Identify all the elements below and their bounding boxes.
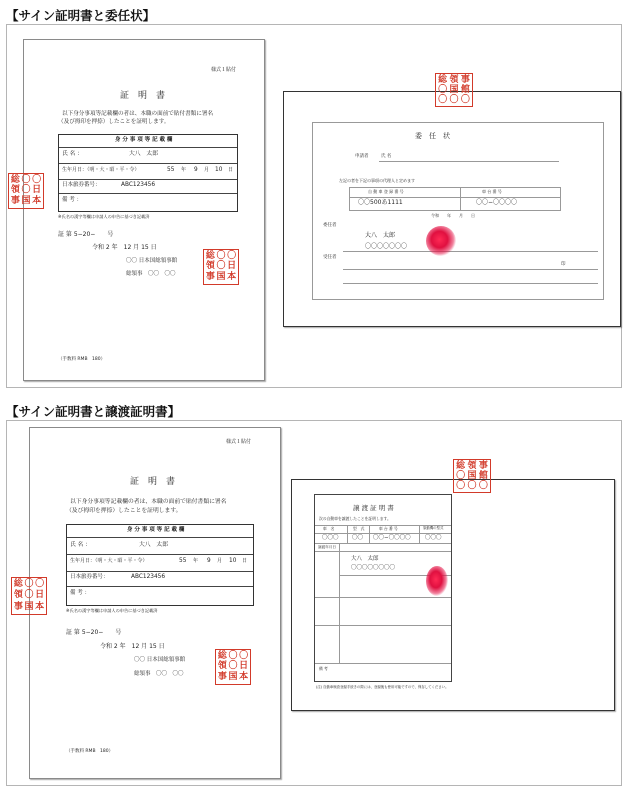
vehicle-value: 〇〇500あ1111 xyxy=(358,199,403,206)
embassy-name: 〇〇 日本国総領事館 xyxy=(126,258,178,264)
certificate-body-1: 以下身分事項等記載欄の者は、本職の面前で貼付書類に署名 xyxy=(70,499,227,505)
principal-label: 委任者 xyxy=(323,223,337,228)
col-chassis: 車 台 番 号 xyxy=(379,526,398,531)
chassis-value: 〇〇−〇〇〇〇 xyxy=(476,199,518,206)
consular-seal-stamp: 総 〇 〇 領 〇 日 事 国 本 xyxy=(11,577,47,615)
table-header: 身 分 事 項 等 記 載 欄 xyxy=(127,527,185,533)
dob-year-unit: 年 xyxy=(193,558,199,564)
dob-day-unit: 日 xyxy=(242,558,248,564)
col-model: 型 式 xyxy=(353,526,365,531)
certificate-heading: 証 明 書 xyxy=(130,477,176,487)
val-model: 〇〇 xyxy=(352,535,364,541)
certificate-document xyxy=(29,427,281,779)
vehicle-label: 自 動 車 登 録 番 号 xyxy=(368,189,404,194)
consul-name: 総領事 〇〇 〇〇 xyxy=(134,671,184,677)
transferor-name: 大八 太郎 xyxy=(351,556,379,562)
identity-table xyxy=(58,134,238,212)
remarks-label: 備 考 ： xyxy=(70,590,90,596)
consular-seal-stamp: 総 〇 〇 領 〇 日 事 国 本 xyxy=(203,249,239,285)
chassis-label: 車 台 番 号 xyxy=(482,189,502,194)
consular-seal-stamp: 総 領 事 〇 国 館 〇 〇 〇 xyxy=(435,73,473,107)
name-label: 氏 名 ： xyxy=(62,151,84,157)
dob-label: 生年月日：（明・大・昭・平・令） xyxy=(70,558,148,564)
val-chassis: 〇〇−〇〇〇〇 xyxy=(373,535,411,541)
transferor-address: 〇〇〇〇〇〇〇〇 xyxy=(351,565,396,571)
vehicle-info-box xyxy=(349,187,561,211)
thumbprint xyxy=(426,226,456,256)
thumbprint xyxy=(426,566,448,596)
poa-date: 令和 年 月 日 xyxy=(431,213,475,218)
certificate-note: ※氏名の漢字等欄は申請人の申告に基づき記載済 xyxy=(58,214,150,219)
principal-address: 〇〇〇〇〇〇〇 xyxy=(365,243,408,250)
passport-label: 日本旅券番号： xyxy=(70,574,109,580)
dob-day: 10 xyxy=(215,167,223,173)
dob-month: 9 xyxy=(207,558,211,564)
dob-label: 生年月日：（明・大・昭・平・令） xyxy=(62,167,140,173)
certificate-body-1: 以下身分事項等記載欄の者は、本職の面前で貼付書類に署名 xyxy=(62,111,214,117)
table-header: 身 分 事 項 等 記 載 欄 xyxy=(115,137,173,143)
dob-day-unit: 日 xyxy=(228,167,234,173)
transfer-date-label: 譲渡年月日 xyxy=(318,545,336,549)
dob-year-unit: 年 xyxy=(181,167,187,173)
consular-seal-stamp: 総 領 事 〇 国 館 〇 〇 〇 xyxy=(453,459,491,493)
passport-value: ABC123456 xyxy=(131,574,166,580)
certificate-date: 令和 2 年 12 月 15 日 xyxy=(100,643,165,650)
form-number: 様式１貼付 xyxy=(226,439,252,445)
power-of-attorney-document xyxy=(283,91,621,327)
certificate-number: 証 第 5−20− 号 xyxy=(58,231,114,238)
transfer-remarks: 備 考 xyxy=(319,666,328,671)
principal-name: 大八 太郎 xyxy=(365,232,396,239)
panel-1 xyxy=(6,24,622,388)
name-value: 大八 太郎 xyxy=(129,151,158,157)
poa-form xyxy=(312,122,604,300)
transfer-subtitle: 次の自動車を譲渡したことを証明します。 xyxy=(319,516,391,521)
panel-2 xyxy=(6,420,622,786)
consul-name: 総領事 〇〇 〇〇 xyxy=(126,271,176,277)
name-value: 大八 太郎 xyxy=(139,542,168,548)
poa-name-field: 氏 名 xyxy=(381,154,392,159)
seal-label: 印 xyxy=(561,262,566,267)
section-title-1: 【サイン証明書と委任状】 xyxy=(6,8,156,23)
col-engine: 原動機の型式 xyxy=(423,526,444,530)
col-car-name: 車 名 xyxy=(323,526,335,531)
dob-day: 10 xyxy=(229,558,237,564)
val-engine: 〇〇〇 xyxy=(425,535,442,541)
dob-month: 9 xyxy=(194,167,198,173)
certificate-body-2: （及び拇印を押捺）したことを証明します。 xyxy=(58,119,170,125)
certificate-footer: （手数料 RMB 180） xyxy=(66,749,114,754)
poa-reason: 左記の者を下記の事項の代理人と定めます xyxy=(339,178,415,183)
dob-month-unit: 月 xyxy=(217,558,223,564)
consular-seal-stamp: 総 〇 〇 領 〇 日 事 国 本 xyxy=(215,649,251,685)
passport-value: ABC123456 xyxy=(121,182,156,188)
val-car-name: 〇〇〇 xyxy=(322,535,339,541)
dob-month-unit: 月 xyxy=(204,167,210,173)
certificate-date: 令和 2 年 12 月 15 日 xyxy=(92,244,157,251)
embassy-name: 〇〇 日本国総領事館 xyxy=(134,657,186,663)
section-title-2: 【サイン証明書と譲渡証明書】 xyxy=(6,404,181,419)
transfer-footer: (注) 自動車検査登録手続きの際には、登録後も使用可能ですので、保存してください。 xyxy=(316,685,449,689)
poa-applicant-label: 申請者 xyxy=(355,154,369,159)
agent-label: 受任者 xyxy=(323,255,337,260)
certificate-number: 証 第 5−20− 号 xyxy=(66,629,122,636)
passport-label: 日本旅券番号： xyxy=(62,182,101,188)
transfer-certificate-document xyxy=(291,479,615,711)
certificate-body-2: （及び拇印を押捺）したことを証明します。 xyxy=(66,508,182,514)
certificate-note: ※氏名の漢字等欄は申請人の申告に基づき記載済 xyxy=(66,608,158,613)
poa-heading: 委 任 状 xyxy=(415,132,450,140)
name-label: 氏 名 ： xyxy=(70,542,92,548)
dob-year: 55 xyxy=(167,167,175,173)
form-number: 様式１貼付 xyxy=(211,67,237,73)
identity-table xyxy=(66,524,254,606)
certificate-document xyxy=(23,39,265,381)
certificate-footer: （手数料 RMB 180） xyxy=(58,357,106,362)
certificate-heading: 証 明 書 xyxy=(120,91,166,101)
consular-seal-stamp: 総 〇 〇 領 〇 日 事 国 本 xyxy=(8,173,44,209)
transfer-heading: 譲 渡 証 明 書 xyxy=(353,504,394,512)
remarks-label: 備 考 ： xyxy=(62,197,82,203)
dob-year: 55 xyxy=(179,558,187,564)
